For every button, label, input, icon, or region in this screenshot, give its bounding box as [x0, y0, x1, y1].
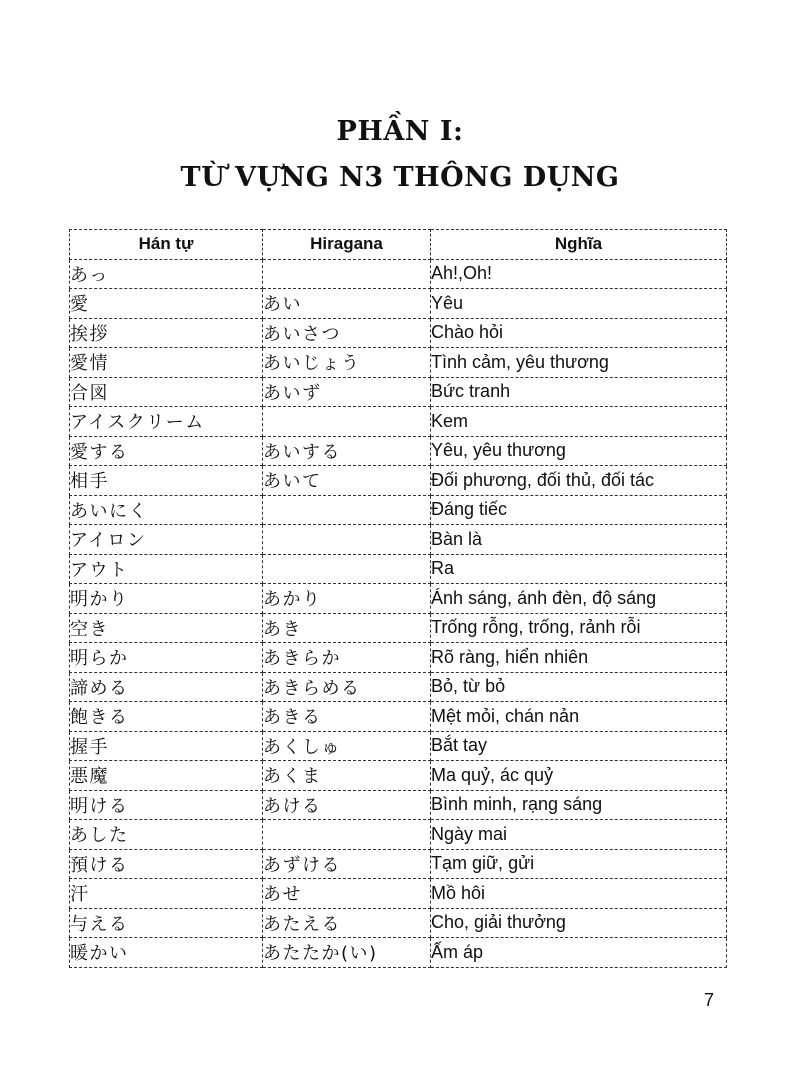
table-row [70, 761, 727, 791]
meaning-cell: Bỏ, từ bỏ [431, 672, 727, 702]
hiragana-cell: あいじょう [263, 348, 431, 378]
table-header-row [70, 230, 727, 260]
hiragana-cell: あせ [263, 879, 431, 909]
kanji-cell: 飽きる [70, 702, 263, 732]
meaning-cell: Ra [431, 554, 727, 584]
table-row [70, 436, 727, 466]
hiragana-cell: あき [263, 613, 431, 643]
table-row [70, 259, 727, 289]
hiragana-cell: あくしゅ [263, 731, 431, 761]
hiragana-cell: あたたか(い) [263, 938, 431, 968]
meaning-cell: Mệt mỏi, chán nản [431, 702, 727, 732]
kanji-cell: 空き [70, 613, 263, 643]
table-row [70, 790, 727, 820]
hiragana-cell [263, 495, 431, 525]
hiragana-cell: あたえる [263, 908, 431, 938]
vocabulary-table [69, 229, 727, 968]
table-row [70, 554, 727, 584]
table-row [70, 318, 727, 348]
table-row [70, 289, 727, 319]
table-row [70, 348, 727, 378]
kanji-cell: 諦める [70, 672, 263, 702]
meaning-cell: Ah!,Oh! [431, 259, 727, 289]
hiragana-cell [263, 259, 431, 289]
kanji-cell: 明かり [70, 584, 263, 614]
table-row [70, 879, 727, 909]
meaning-cell: Bắt tay [431, 731, 727, 761]
hiragana-cell: あける [263, 790, 431, 820]
table-row [70, 407, 727, 437]
meaning-cell: Mồ hôi [431, 879, 727, 909]
table-row [70, 938, 727, 968]
kanji-cell: 愛 [70, 289, 263, 319]
hiragana-cell: あいさつ [263, 318, 431, 348]
hiragana-cell: あきる [263, 702, 431, 732]
meaning-cell: Ấm áp [431, 938, 727, 968]
kanji-cell: 愛する [70, 436, 263, 466]
hiragana-cell: あきらか [263, 643, 431, 673]
header-kanji: Hán tự [70, 230, 263, 260]
meaning-cell: Bức tranh [431, 377, 727, 407]
kanji-cell: 与える [70, 908, 263, 938]
meaning-cell: Ánh sáng, ánh đèn, độ sáng [431, 584, 727, 614]
kanji-cell: 挨拶 [70, 318, 263, 348]
table-row [70, 466, 727, 496]
table-row [70, 849, 727, 879]
meaning-cell: Ngày mai [431, 820, 727, 850]
hiragana-cell [263, 407, 431, 437]
kanji-cell: アウト [70, 554, 263, 584]
header-meaning: Nghĩa [431, 230, 727, 260]
meaning-cell: Tình cảm, yêu thương [431, 348, 727, 378]
hiragana-cell [263, 820, 431, 850]
kanji-cell: あした [70, 820, 263, 850]
kanji-cell: 汗 [70, 879, 263, 909]
header-hiragana: Hiragana [263, 230, 431, 260]
table-row [70, 525, 727, 555]
kanji-cell: 愛情 [70, 348, 263, 378]
table-row [70, 584, 727, 614]
kanji-cell: あっ [70, 259, 263, 289]
kanji-cell: アイロン [70, 525, 263, 555]
kanji-cell: 暖かい [70, 938, 263, 968]
hiragana-cell: あずける [263, 849, 431, 879]
meaning-cell: Trống rỗng, trống, rảnh rỗi [431, 613, 727, 643]
kanji-cell: 預ける [70, 849, 263, 879]
kanji-cell: あいにく [70, 495, 263, 525]
kanji-cell: 相手 [70, 466, 263, 496]
kanji-cell: 握手 [70, 731, 263, 761]
hiragana-cell: あきらめる [263, 672, 431, 702]
table-row [70, 702, 727, 732]
meaning-cell: Tạm giữ, gửi [431, 849, 727, 879]
meaning-cell: Yêu, yêu thương [431, 436, 727, 466]
table-body [70, 259, 727, 967]
meaning-cell: Đối phương, đối thủ, đối tác [431, 466, 727, 496]
hiragana-cell: あいて [263, 466, 431, 496]
table-row [70, 908, 727, 938]
kanji-cell: アイスクリーム [70, 407, 263, 437]
meaning-cell: Chào hỏi [431, 318, 727, 348]
table-row [70, 613, 727, 643]
table-row [70, 672, 727, 702]
hiragana-cell: あいする [263, 436, 431, 466]
hiragana-cell: あくま [263, 761, 431, 791]
table-row [70, 377, 727, 407]
table-row [70, 820, 727, 850]
hiragana-cell: あいず [263, 377, 431, 407]
table-row [70, 731, 727, 761]
meaning-cell: Bàn là [431, 525, 727, 555]
meaning-cell: Cho, giải thưởng [431, 908, 727, 938]
table-row [70, 643, 727, 673]
kanji-cell: 合図 [70, 377, 263, 407]
meaning-cell: Đáng tiếc [431, 495, 727, 525]
meaning-cell: Ma quỷ, ác quỷ [431, 761, 727, 791]
meaning-cell: Kem [431, 407, 727, 437]
section-subtitle: TỪ VỰNG N3 THÔNG DỤNG [180, 162, 620, 193]
hiragana-cell [263, 554, 431, 584]
meaning-cell: Bình minh, rạng sáng [431, 790, 727, 820]
table-row [70, 495, 727, 525]
section-title: PHẦN I: [336, 116, 464, 147]
page-number: 7 [704, 990, 715, 1010]
meaning-cell: Rõ ràng, hiển nhiên [431, 643, 727, 673]
kanji-cell: 明ける [70, 790, 263, 820]
kanji-cell: 悪魔 [70, 761, 263, 791]
kanji-cell: 明らか [70, 643, 263, 673]
meaning-cell: Yêu [431, 289, 727, 319]
hiragana-cell [263, 525, 431, 555]
hiragana-cell: あい [263, 289, 431, 319]
hiragana-cell: あかり [263, 584, 431, 614]
